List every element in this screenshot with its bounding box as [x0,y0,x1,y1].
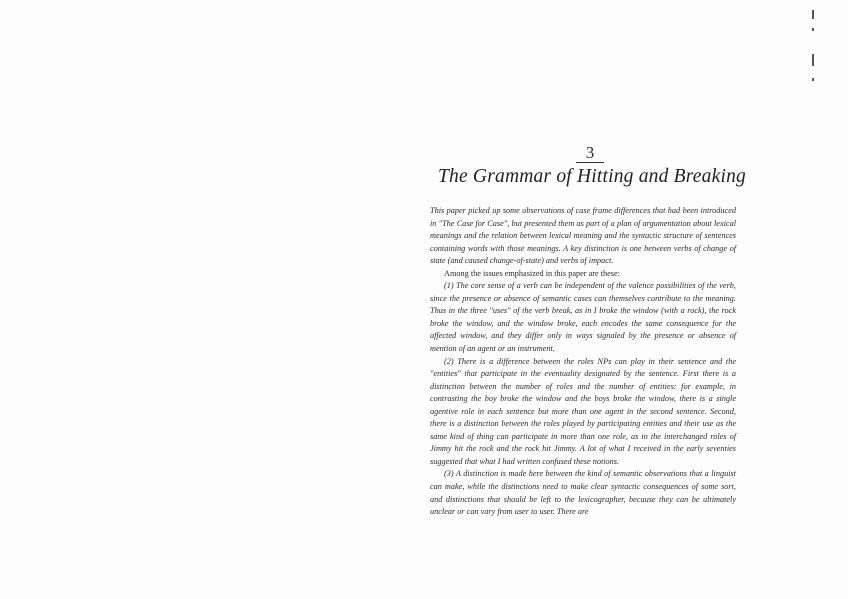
scan-edge-marks [812,6,818,96]
issue-paragraph-2: (2) There is a difference between the roles NPs can play in their sentence and the "entities" that participate in the eventuality designated by the sentence. First there is a distinction between the number of roles and the number of entities: for example, in contrasting the boy broke the window and the boys broke the window, there is a single agentive role in each sentence but more than one agent in the second sentence. Second, there is a distinction between the roles played by participating entities and their use as the same kind of thing can participate in more than one role, as in the interchanged roles of Jimmy hit the rock and the rock hit Jimmy. A lot of what I received in the early seventies suggested that what I had written confused these notions. [430,356,736,466]
intro-paragraph: This paper picked up some observations of case frame differences that had been introduced in "The Case for Case", but presented them as part of a plan of argumentation about lexical meanings and the relation between lexical meaning and the syntactic structure of sentences containing words with those meanings. A key distinction is one between verbs of change of state (and caused change-of-state) and verbs of impact. [430,206,736,266]
issue-paragraph-1: (1) The core sense of a verb can be independent of the valence possibilities of the verb, since the presence or absence of semantic cases can themselves contribute to the meaning. Thus in the three "uses" of the verb break, as in I broke the window (with a rock), the rock broke the window, and the window broke, each encodes the same consequence for the affected window, and they differ only in ways signaled by the presence or absence of mention of an agent or an instrument. [430,281,736,354]
chapter-number: 3 [585,143,595,162]
chapter-number-rule [576,162,604,163]
chapter-title: The Grammar of Hitting and Breaking [438,166,746,187]
issues-lead-in: Among the issues emphasized in this paper are these: [444,268,620,278]
body-text [430,205,736,519]
issue-paragraph-3: (3) A distinction is made here between the kind of semantic observations that a linguist can make, while the distinctions need to make clear syntactic consequences of some sort, and distinctions that should be left to the lexicographer, because they can be ultimately unclear or can vary from user to user. There are [430,469,736,517]
